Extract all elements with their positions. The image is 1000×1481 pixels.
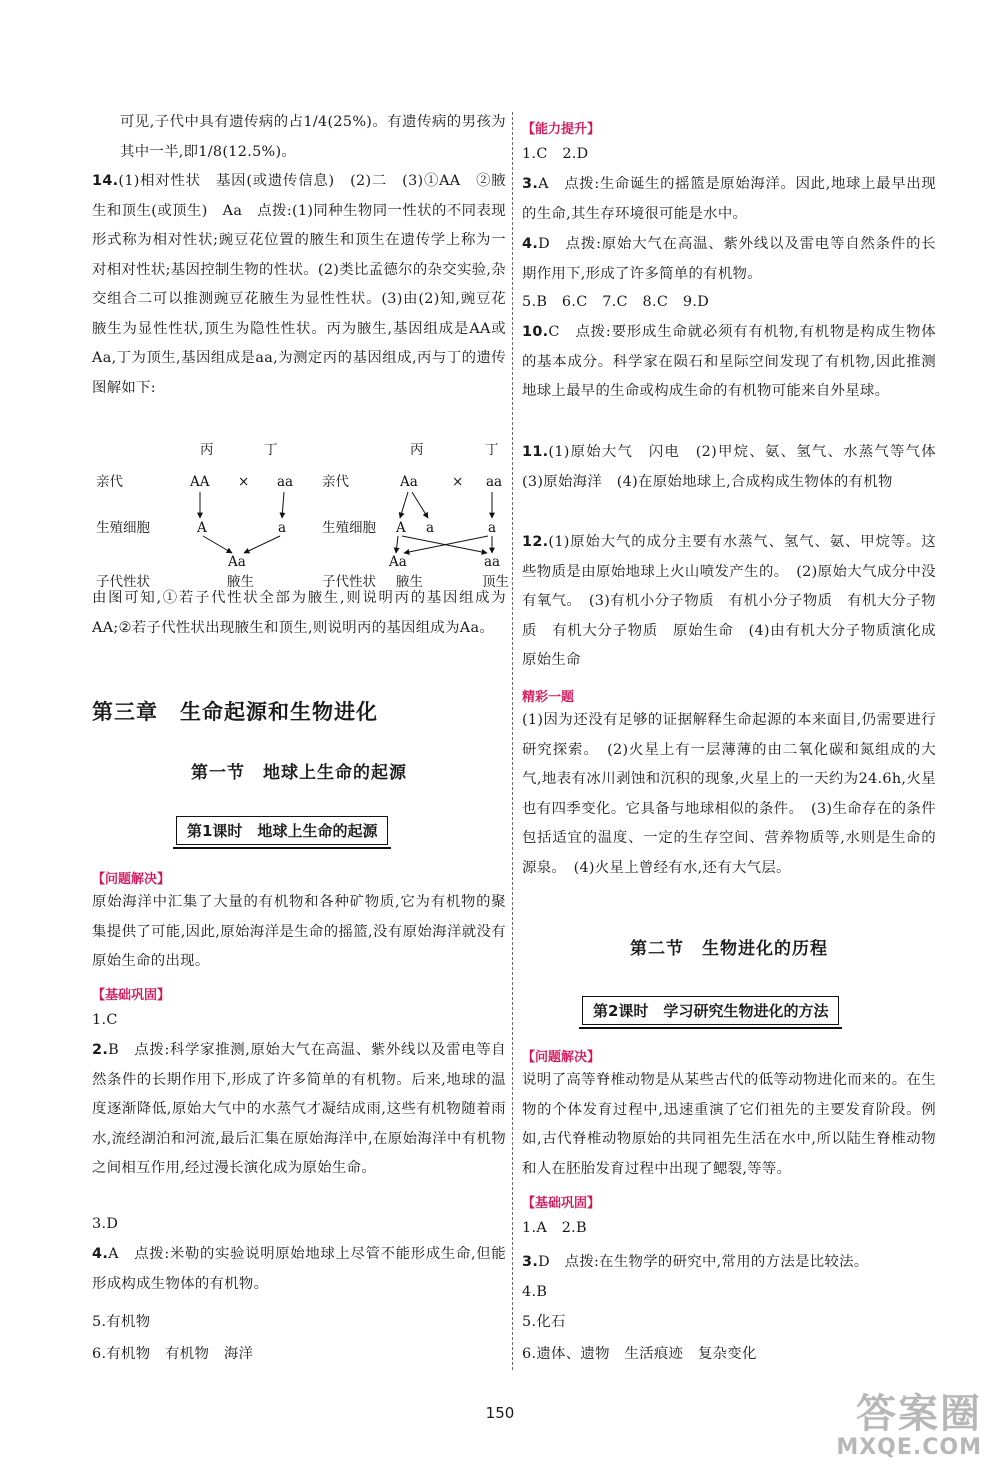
ability-answer-4 — [522, 230, 936, 289]
label-bing-2: 丙 — [410, 442, 424, 458]
offspring: Aa — [228, 554, 246, 570]
answer-number: 3. — [522, 1254, 539, 1270]
parent-2: aa — [277, 474, 294, 490]
parent-1b: Aa — [400, 474, 418, 490]
label-parents-2: 亲代 — [322, 474, 349, 490]
tag-problem-solving-2: 【问题解决】 — [522, 1050, 601, 1065]
answer-number: 4. — [522, 236, 539, 252]
problem-answer-2: 说明了高等脊椎动物是从某些古代的低等动物进化而来的。在生物的个体发育过程中,迅速重演了它们祖先的主要发育阶段。例如,古代脊椎动物原始的共同祖先生活在水中,所以陆生脊椎动物和人在胚胎发育过程中出现了鳃裂,等等。 — [522, 1072, 936, 1177]
label-bing: 丙 — [200, 442, 214, 458]
label-ding: 丁 — [264, 442, 278, 458]
ability-answer-11 — [522, 438, 951, 497]
basic-answer-6b: 6.遗体、遗物 生活痕迹 复杂变化 — [522, 1346, 757, 1362]
answer-number: 12. — [522, 534, 549, 550]
ability-answer-5-9: 5.B 6.C 7.C 8.C 9.D — [522, 294, 710, 310]
lesson-title: 第1课时 地球上生命的起源 — [176, 816, 388, 845]
page-number: 150 — [485, 1404, 515, 1422]
tag-wonderful-question: 精彩一题 — [522, 690, 575, 705]
basic-answer-6: 6.有机物 有机物 海洋 — [92, 1346, 254, 1362]
offspring-trait-2b: 顶生 — [482, 574, 509, 590]
tag-problem-solving: 【问题解决】 — [92, 872, 171, 887]
column-divider — [512, 112, 513, 1370]
answer-number: 10. — [522, 324, 549, 340]
carryover-paragraph: 可见,子代中具有遗传病的占1/4(25%)。有遗传病的男孩为其中一半,即1/8(12.5%)。 — [120, 114, 506, 160]
lesson-title-2: 第2课时 学习研究生物进化的方法 — [582, 996, 839, 1025]
answer-text: (1)原始大气的成分主要有水蒸气、氢气、氨、甲烷等。这些物质是由原始地球上火山喷发产生的。 (2)原始大气成分中没有氧气。 (3)有机小分子物质 有机小分子物质 有机大分子物质 有机大分子物质 原始生命 (4)由有机大分子物质演化成原始生命 — [522, 534, 936, 668]
ability-answer-12 — [522, 528, 936, 676]
watermark-url: MXQE.COM — [836, 1435, 982, 1460]
basic-answer-2 — [92, 1036, 506, 1184]
parent-2b: aa — [486, 474, 503, 490]
label-ding-2: 丁 — [485, 442, 499, 458]
label-gametes-2: 生殖细胞 — [322, 520, 376, 536]
basic-answer-1-2: 1.A 2.B — [522, 1220, 587, 1236]
cross-sign-2: × — [452, 474, 464, 490]
offspring-1b: Aa — [389, 554, 407, 570]
gamete-3b: a — [488, 520, 497, 536]
answer-text: C 点拨:要形成生命就必须有有机物,有机物是构成生物体的基本成分。科学家在陨石和星际空间发现了有机物,因此推测地球上最早的生命或构成生命的有机物可能来自外星球。 — [522, 324, 936, 399]
answer-text: D 点拨:在生物学的研究中,常用的方法是比较法。 — [538, 1254, 869, 1270]
label-parents: 亲代 — [96, 474, 123, 490]
answer-14 — [92, 167, 506, 403]
diagram-conclusion: 由图可知,①若子代性状全部为腋生,则说明丙的基因组成为AA;②若子代性状出现腋生和顶生,则说明丙的基因组成为Aa。 — [92, 590, 506, 636]
ability-answer-3 — [522, 170, 936, 229]
gamete-1b: A — [396, 520, 406, 536]
basic-answer-4b: 4.B — [522, 1284, 548, 1300]
section-title: 第一节 地球上生命的起源 — [191, 763, 407, 783]
ability-answer-1-2: 1.C 2.D — [522, 146, 589, 162]
label-offspring-trait: 子代性状 — [96, 574, 150, 590]
basic-answer-3: 3.D — [92, 1216, 119, 1232]
tag-ability-improvement: 【能力提升】 — [522, 122, 601, 137]
answer-number: 4. — [92, 1246, 109, 1262]
tag-basic-consolidation-2: 【基础巩固】 — [522, 1196, 601, 1211]
answer-text: A 点拨:米勒的实验说明原始地球上尽管不能形成生命,但能形成构成生物体的有机物。 — [92, 1246, 506, 1292]
answer-text: (1)相对性状 基因(或遗传信息) (2)二 (3)①AA ②腋生和顶生(或顶生) Aa 点拨:(1)同种生物同一性状的不同表现形式称为相对性状;豌豆花位置的腋生和顶生在遗传学上称为一对相对性状;基因控制生物的性状。(2)类比孟德尔的杂交实验,杂交组合二可以推测豌豆花腋生为显性性状。(3)由(2)知,豌豆花腋生为显性性状,顶生为隐性性状。丙为腋生,基因组成是AA或Aa,丁为顶生,基因组成是aa,为测定丙的基因组成,丙与丁的遗传图解如下: — [92, 173, 506, 396]
basic-answer-1: 1.C — [92, 1012, 118, 1028]
gamete-2: a — [278, 520, 287, 536]
section-title-2: 第二节 生物进化的历程 — [630, 939, 828, 959]
offspring-trait: 腋生 — [227, 574, 254, 590]
ability-answer-10 — [522, 318, 936, 407]
parent-1: AA — [190, 474, 210, 490]
problem-answer: 原始海洋中汇集了大量的有机物和各种矿物质,它为有机物的聚集提供了可能,因此,原始海洋是生命的摇篮,没有原始海洋就没有原始生命的出现。 — [92, 894, 506, 969]
watermark-logo — [836, 1392, 982, 1460]
answer-text: B 点拨:科学家推测,原始大气在高温、紫外线以及雷电等自然条件的长期作用下,形成了许多简单的有机物。后来,地球的温度逐渐降低,原始大气中的水蒸气才凝结成雨,这些有机物随着雨水,流经湖泊和河流,最后汇集在原始海洋中,在原始海洋中有机物之间相互作用,经过漫长演化成为原始生命。 — [92, 1042, 506, 1176]
basic-answer-5: 5.有机物 — [92, 1314, 151, 1330]
gamete-1: A — [197, 520, 207, 536]
tag-basic-consolidation: 【基础巩固】 — [92, 988, 171, 1003]
answer-number: 3. — [522, 176, 539, 192]
label-gametes: 生殖细胞 — [96, 520, 150, 536]
basic-answer-3b — [522, 1248, 936, 1278]
gamete-2b: a — [426, 520, 435, 536]
offspring-2b: aa — [484, 554, 501, 570]
label-offspring-trait-2: 子代性状 — [322, 574, 376, 590]
watermark-text: 答案圈 — [856, 1391, 982, 1437]
basic-answer-4 — [92, 1240, 506, 1299]
wonderful-answer: (1)因为还没有足够的证据解释生命起源的本来面目,仍需要进行研究探索。 (2)火星上有一层薄薄的由二氧化碳和氮组成的大气,地表有冰川剥蚀和沉积的现象,火星上的一天约为24.6h,火星也有四季变化。它具备与地球相似的条件。 (3)生命存在的条件包括适宜的温度、一定的生存空间、营养物质等,水则是生命的源泉。 (4)火星上曾经有水,还有大气层。 — [522, 712, 936, 876]
answer-text: (1)原始大气 闪电 (2)甲烷、氨、氢气、水蒸气等气体 (3)原始海洋 (4)在原始地球上,合成构成生物体的有机物 — [522, 444, 951, 490]
answer-number: 2. — [92, 1042, 109, 1058]
answer-number: 14. — [92, 173, 119, 189]
answer-text: A 点拨:生命诞生的摇篮是原始海洋。因此,地球上最早出现的生命,其生存环境很可能是水中。 — [522, 176, 936, 222]
basic-answer-5b: 5.化石 — [522, 1314, 566, 1330]
offspring-trait-1b: 腋生 — [396, 574, 423, 590]
answer-text: D 点拨:原始大气在高温、紫外线以及雷电等自然条件的长期作用下,形成了许多简单的有机物。 — [522, 236, 936, 282]
chapter-title: 第三章 生命起源和生物进化 — [92, 700, 378, 724]
cross-sign: × — [238, 474, 250, 490]
answer-number: 11. — [522, 444, 549, 460]
